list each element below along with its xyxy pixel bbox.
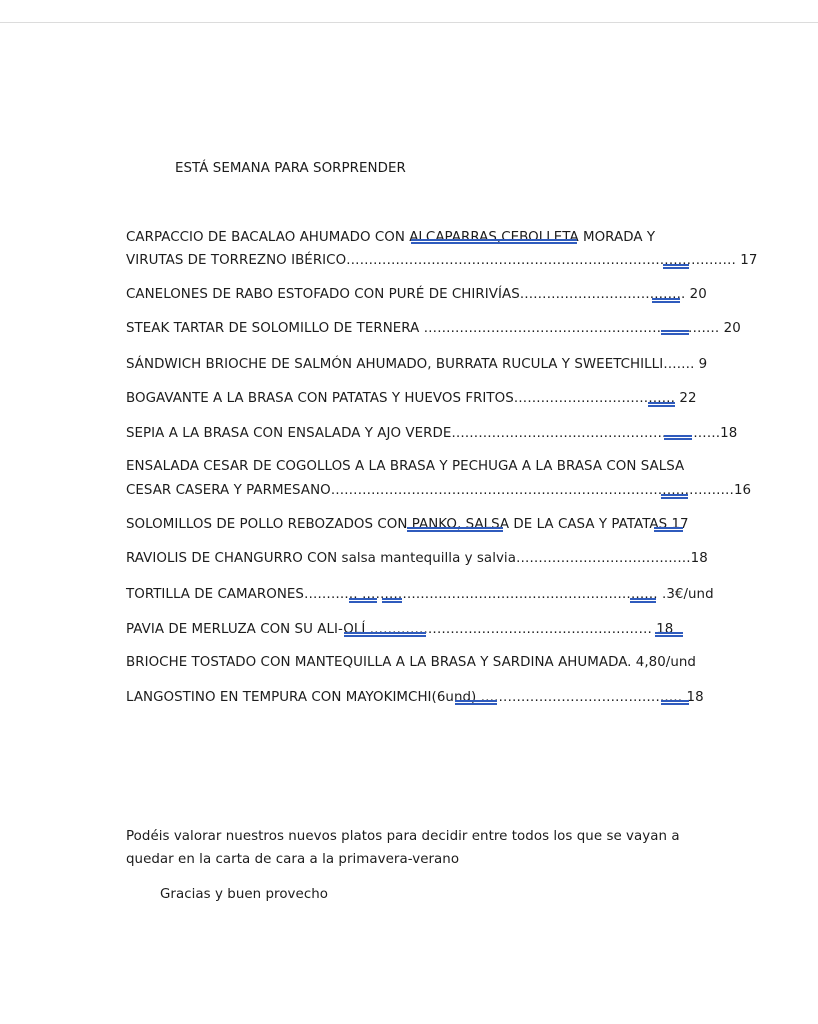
proofing-mark[interactable] (455, 700, 497, 705)
menu-line: CARPACCIO DE BACALAO AHUMADO CON ALCAPARRAS,CEBOLLETA MORADA Y (126, 230, 656, 245)
proofing-mark[interactable] (661, 494, 688, 499)
footer-line: quedar en la carta de cara a la primavera-verano (126, 852, 460, 867)
menu-line: CESAR CASERA Y PARMESANO………………………………………………………………………………16 (126, 483, 752, 498)
footer-line: Podéis valorar nuestros nuevos platos para decidir entre todos los que se vayan a (126, 829, 680, 844)
proofing-mark[interactable] (661, 330, 689, 335)
menu-line: SOLOMILLOS DE POLLO REBOZADOS CON PANKO, SALSA DE LA CASA Y PATATAS 17 (126, 517, 689, 532)
menu-line: CANELONES DE RABO ESTOFADO CON PURÉ DE CHIRIVÍAS………………………………. 20 (126, 287, 707, 302)
proofing-mark[interactable] (411, 239, 577, 244)
menu-line: VIRUTAS DE TORREZNO IBÉRICO…………………………………………………………………………… 17 (126, 253, 758, 268)
menu-line: BRIOCHE TOSTADO CON MANTEQUILLA A LA BRASA Y SARDINA AHUMADA. 4,80/und (126, 655, 696, 670)
menu-line: LANGOSTINO EN TEMPURA CON MAYOKIMCHI(6und) ……………………………………… 18 (126, 690, 704, 705)
menu-line: RAVIOLIS DE CHANGURRO CON salsa mantequilla y salvia…………………………………18 (126, 551, 708, 566)
proofing-mark[interactable] (664, 435, 692, 440)
proofing-mark[interactable] (630, 598, 656, 603)
page-top-border (0, 22, 818, 23)
proofing-mark[interactable] (661, 700, 689, 705)
proofing-mark[interactable] (344, 632, 426, 637)
proofing-mark[interactable] (663, 264, 689, 269)
proofing-mark[interactable] (407, 527, 503, 532)
proofing-mark[interactable] (648, 402, 675, 407)
menu-line: STEAK TARTAR DE SOLOMILLO DE TERNERA ………………………………………………………… 20 (126, 321, 741, 336)
proofing-mark[interactable] (382, 598, 402, 603)
menu-line: TORTILLA DE CAMARONES………… ………………………………………………………… .3€/und (126, 587, 714, 602)
closing-line: Gracias y buen provecho (160, 887, 329, 902)
menu-line: SÁNDWICH BRIOCHE DE SALMÓN AHUMADO, BURRATA RUCULA Y SWEETCHILLI……. 9 (126, 357, 708, 372)
proofing-mark[interactable] (652, 298, 680, 303)
menu-title: ESTÁ SEMANA PARA SORPRENDER (175, 161, 406, 176)
menu-line: PAVIA DE MERLUZA CON SU ALI-OLÍ ……………………………………………………… 18 (126, 622, 674, 637)
proofing-mark[interactable] (349, 598, 377, 603)
proofing-mark[interactable] (654, 527, 683, 532)
menu-line: SEPIA A LA BRASA CON ENSALADA Y AJO VERDE……………………………………………………18 (126, 426, 738, 441)
menu-line: BOGAVANTE A LA BRASA CON PATATAS Y HUEVOS FRITOS……………………………… 22 (126, 391, 697, 406)
menu-line: ENSALADA CESAR DE COGOLLOS A LA BRASA Y PECHUGA A LA BRASA CON SALSA (126, 459, 685, 474)
proofing-mark[interactable] (655, 632, 683, 637)
